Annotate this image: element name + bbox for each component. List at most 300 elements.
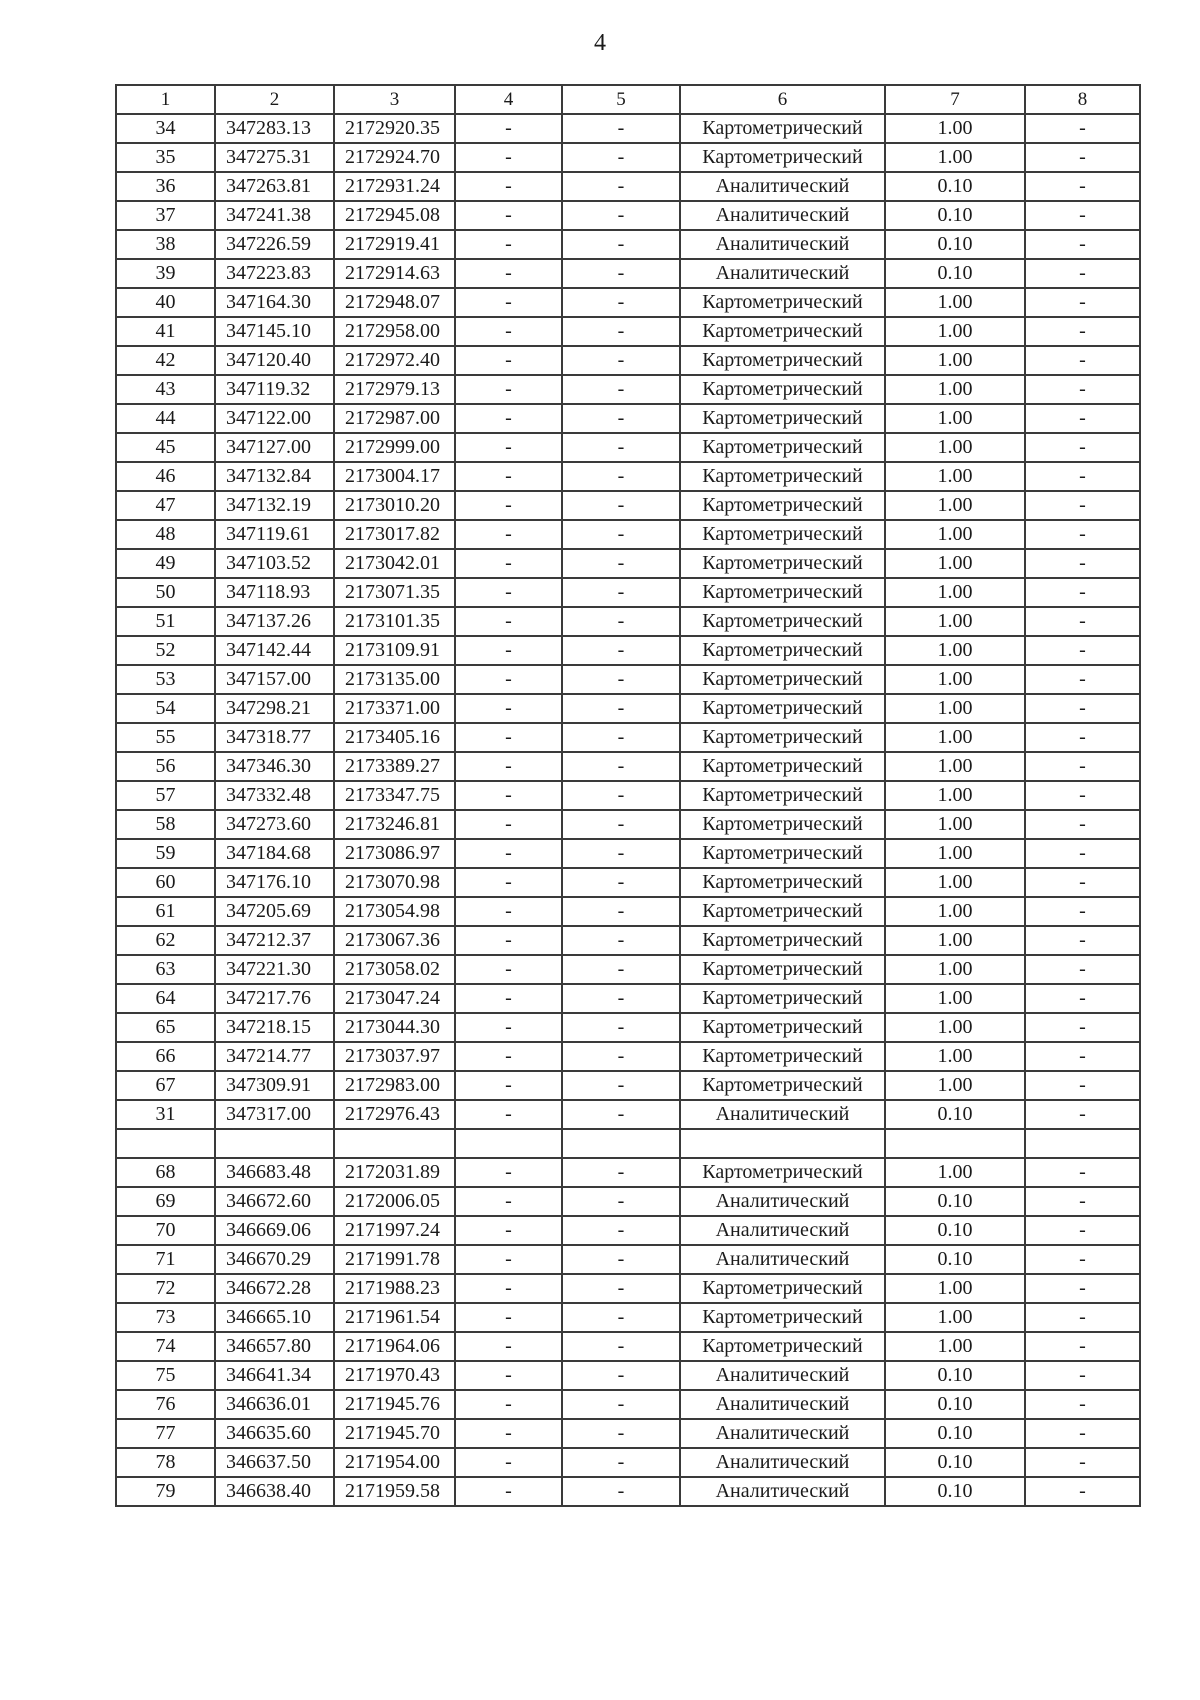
column-8-cell: - <box>1025 1303 1140 1332</box>
method-cell: Картометрический <box>680 114 885 143</box>
column-4-cell: - <box>455 375 562 404</box>
x-coordinate-cell: 346672.28 <box>215 1274 334 1303</box>
table-row <box>116 607 1140 636</box>
accuracy-cell: 1.00 <box>885 433 1025 462</box>
column-header: 8 <box>1025 85 1140 114</box>
column-4-cell: - <box>455 1245 562 1274</box>
method-cell: Картометрический <box>680 810 885 839</box>
y-coordinate-cell: 2173037.97 <box>334 1042 455 1071</box>
column-5-cell: - <box>562 520 680 549</box>
y-coordinate-cell <box>334 1129 455 1158</box>
table-body <box>116 114 1140 1506</box>
point-number-cell: 35 <box>116 143 215 172</box>
y-coordinate-cell: 2173371.00 <box>334 694 455 723</box>
accuracy-cell: 1.00 <box>885 375 1025 404</box>
column-4-cell: - <box>455 462 562 491</box>
column-4-cell: - <box>455 1448 562 1477</box>
accuracy-cell: 1.00 <box>885 1332 1025 1361</box>
table-row <box>116 694 1140 723</box>
column-5-cell: - <box>562 607 680 636</box>
point-number-cell: 76 <box>116 1390 215 1419</box>
method-cell: Картометрический <box>680 143 885 172</box>
y-coordinate-cell: 2173246.81 <box>334 810 455 839</box>
column-4-cell: - <box>455 723 562 752</box>
column-8-cell: - <box>1025 317 1140 346</box>
y-coordinate-cell: 2171945.76 <box>334 1390 455 1419</box>
column-8-cell: - <box>1025 1477 1140 1506</box>
x-coordinate-cell: 347317.00 <box>215 1100 334 1129</box>
column-8-cell: - <box>1025 636 1140 665</box>
accuracy-cell: 0.10 <box>885 1390 1025 1419</box>
point-number-cell <box>116 1129 215 1158</box>
y-coordinate-cell: 2173101.35 <box>334 607 455 636</box>
table-row <box>116 462 1140 491</box>
accuracy-cell <box>885 1129 1025 1158</box>
column-5-cell: - <box>562 375 680 404</box>
point-number-cell: 71 <box>116 1245 215 1274</box>
column-4-cell: - <box>455 1361 562 1390</box>
y-coordinate-cell: 2173071.35 <box>334 578 455 607</box>
column-4-cell: - <box>455 433 562 462</box>
x-coordinate-cell <box>215 1129 334 1158</box>
method-cell: Аналитический <box>680 201 885 230</box>
y-coordinate-cell: 2173058.02 <box>334 955 455 984</box>
table-row <box>116 1448 1140 1477</box>
column-8-cell: - <box>1025 230 1140 259</box>
column-header: 6 <box>680 85 885 114</box>
method-cell: Картометрический <box>680 288 885 317</box>
y-coordinate-cell: 2173010.20 <box>334 491 455 520</box>
point-number-cell: 43 <box>116 375 215 404</box>
table-row <box>116 317 1140 346</box>
column-4-cell: - <box>455 781 562 810</box>
point-number-cell: 38 <box>116 230 215 259</box>
x-coordinate-cell: 346641.34 <box>215 1361 334 1390</box>
accuracy-cell: 0.10 <box>885 1245 1025 1274</box>
column-4-cell: - <box>455 288 562 317</box>
y-coordinate-cell: 2173109.91 <box>334 636 455 665</box>
y-coordinate-cell: 2172958.00 <box>334 317 455 346</box>
column-5-cell: - <box>562 665 680 694</box>
y-coordinate-cell: 2172979.13 <box>334 375 455 404</box>
column-8-cell: - <box>1025 810 1140 839</box>
column-4-cell: - <box>455 114 562 143</box>
point-number-cell: 45 <box>116 433 215 462</box>
y-coordinate-cell: 2172948.07 <box>334 288 455 317</box>
table-row <box>116 1390 1140 1419</box>
column-5-cell: - <box>562 752 680 781</box>
accuracy-cell: 1.00 <box>885 781 1025 810</box>
accuracy-cell: 0.10 <box>885 1419 1025 1448</box>
accuracy-cell: 1.00 <box>885 955 1025 984</box>
method-cell: Картометрический <box>680 897 885 926</box>
column-4-cell: - <box>455 259 562 288</box>
column-5-cell: - <box>562 781 680 810</box>
y-coordinate-cell: 2172924.70 <box>334 143 455 172</box>
y-coordinate-cell: 2172914.63 <box>334 259 455 288</box>
column-4-cell: - <box>455 549 562 578</box>
x-coordinate-cell: 346672.60 <box>215 1187 334 1216</box>
method-cell: Картометрический <box>680 781 885 810</box>
point-number-cell: 66 <box>116 1042 215 1071</box>
y-coordinate-cell: 2172945.08 <box>334 201 455 230</box>
column-8-cell: - <box>1025 201 1140 230</box>
table-row <box>116 1274 1140 1303</box>
point-number-cell: 78 <box>116 1448 215 1477</box>
point-number-cell: 51 <box>116 607 215 636</box>
column-8-cell: - <box>1025 1158 1140 1187</box>
method-cell: Картометрический <box>680 375 885 404</box>
column-5-cell: - <box>562 926 680 955</box>
column-4-cell: - <box>455 230 562 259</box>
y-coordinate-cell: 2173389.27 <box>334 752 455 781</box>
column-5-cell: - <box>562 433 680 462</box>
column-5-cell: - <box>562 172 680 201</box>
table-row <box>116 172 1140 201</box>
accuracy-cell: 0.10 <box>885 1100 1025 1129</box>
point-number-cell: 67 <box>116 1071 215 1100</box>
x-coordinate-cell: 347132.84 <box>215 462 334 491</box>
column-4-cell: - <box>455 1477 562 1506</box>
accuracy-cell: 1.00 <box>885 578 1025 607</box>
method-cell: Аналитический <box>680 1419 885 1448</box>
accuracy-cell: 1.00 <box>885 665 1025 694</box>
column-5-cell: - <box>562 1419 680 1448</box>
column-5-cell: - <box>562 1187 680 1216</box>
table-row <box>116 723 1140 752</box>
x-coordinate-cell: 347217.76 <box>215 984 334 1013</box>
table-row <box>116 375 1140 404</box>
x-coordinate-cell: 347118.93 <box>215 578 334 607</box>
column-4-cell: - <box>455 1390 562 1419</box>
x-coordinate-cell: 347120.40 <box>215 346 334 375</box>
column-5-cell: - <box>562 317 680 346</box>
table-row <box>116 1245 1140 1274</box>
column-4-cell: - <box>455 955 562 984</box>
column-5-cell: - <box>562 1100 680 1129</box>
table-row <box>116 114 1140 143</box>
column-4-cell: - <box>455 317 562 346</box>
x-coordinate-cell: 346638.40 <box>215 1477 334 1506</box>
point-number-cell: 37 <box>116 201 215 230</box>
table-row <box>116 1100 1140 1129</box>
column-4-cell: - <box>455 1042 562 1071</box>
method-cell: Аналитический <box>680 259 885 288</box>
column-4-cell: - <box>455 926 562 955</box>
column-8-cell: - <box>1025 955 1140 984</box>
x-coordinate-cell: 347346.30 <box>215 752 334 781</box>
y-coordinate-cell: 2172972.40 <box>334 346 455 375</box>
y-coordinate-cell: 2173044.30 <box>334 1013 455 1042</box>
method-cell: Аналитический <box>680 1448 885 1477</box>
column-5-cell: - <box>562 1042 680 1071</box>
column-header: 2 <box>215 85 334 114</box>
accuracy-cell: 1.00 <box>885 723 1025 752</box>
column-8-cell: - <box>1025 433 1140 462</box>
x-coordinate-cell: 347103.52 <box>215 549 334 578</box>
column-4-cell: - <box>455 1274 562 1303</box>
column-4-cell: - <box>455 1071 562 1100</box>
x-coordinate-cell: 347332.48 <box>215 781 334 810</box>
method-cell: Картометрический <box>680 1303 885 1332</box>
column-4-cell: - <box>455 1303 562 1332</box>
column-5-cell: - <box>562 897 680 926</box>
point-number-cell: 50 <box>116 578 215 607</box>
table-row <box>116 897 1140 926</box>
x-coordinate-cell: 347205.69 <box>215 897 334 926</box>
accuracy-cell: 1.00 <box>885 926 1025 955</box>
column-4-cell: - <box>455 897 562 926</box>
point-number-cell: 70 <box>116 1216 215 1245</box>
column-5-cell: - <box>562 1216 680 1245</box>
column-8-cell: - <box>1025 1390 1140 1419</box>
method-cell: Аналитический <box>680 1187 885 1216</box>
table-row <box>116 404 1140 433</box>
column-5-cell: - <box>562 1390 680 1419</box>
column-header: 5 <box>562 85 680 114</box>
y-coordinate-cell: 2173135.00 <box>334 665 455 694</box>
column-8-cell: - <box>1025 752 1140 781</box>
point-number-cell: 75 <box>116 1361 215 1390</box>
column-4-cell: - <box>455 578 562 607</box>
column-8-cell: - <box>1025 926 1140 955</box>
accuracy-cell: 1.00 <box>885 694 1025 723</box>
column-header: 3 <box>334 85 455 114</box>
coordinates-table <box>115 84 1141 1507</box>
method-cell: Картометрический <box>680 1071 885 1100</box>
method-cell: Аналитический <box>680 1477 885 1506</box>
column-5-cell: - <box>562 114 680 143</box>
column-5-cell: - <box>562 288 680 317</box>
column-4-cell: - <box>455 143 562 172</box>
method-cell: Картометрический <box>680 549 885 578</box>
table-row <box>116 201 1140 230</box>
table-row <box>116 781 1140 810</box>
table-row <box>116 839 1140 868</box>
column-8-cell: - <box>1025 375 1140 404</box>
x-coordinate-cell: 347145.10 <box>215 317 334 346</box>
x-coordinate-cell: 346683.48 <box>215 1158 334 1187</box>
method-cell: Картометрический <box>680 462 885 491</box>
point-number-cell: 57 <box>116 781 215 810</box>
table-row <box>116 1158 1140 1187</box>
point-number-cell: 59 <box>116 839 215 868</box>
column-4-cell: - <box>455 1013 562 1042</box>
method-cell: Картометрический <box>680 665 885 694</box>
table-row <box>116 520 1140 549</box>
column-5-cell: - <box>562 1013 680 1042</box>
accuracy-cell: 0.10 <box>885 1216 1025 1245</box>
y-coordinate-cell: 2173086.97 <box>334 839 455 868</box>
method-cell: Аналитический <box>680 1100 885 1129</box>
column-5-cell: - <box>562 491 680 520</box>
column-8-cell: - <box>1025 897 1140 926</box>
column-4-cell: - <box>455 491 562 520</box>
y-coordinate-cell: 2171970.43 <box>334 1361 455 1390</box>
method-cell: Аналитический <box>680 1245 885 1274</box>
column-8-cell: - <box>1025 1071 1140 1100</box>
method-cell: Картометрический <box>680 955 885 984</box>
column-8-cell: - <box>1025 404 1140 433</box>
accuracy-cell: 0.10 <box>885 1477 1025 1506</box>
accuracy-cell: 1.00 <box>885 1303 1025 1332</box>
table-row <box>116 433 1140 462</box>
column-header: 1 <box>116 85 215 114</box>
y-coordinate-cell: 2173042.01 <box>334 549 455 578</box>
table-header-row <box>116 85 1140 114</box>
point-number-cell: 65 <box>116 1013 215 1042</box>
column-4-cell <box>455 1129 562 1158</box>
column-5-cell: - <box>562 1448 680 1477</box>
table-row <box>116 868 1140 897</box>
column-8-cell: - <box>1025 1332 1140 1361</box>
column-8-cell: - <box>1025 1042 1140 1071</box>
column-5-cell: - <box>562 1303 680 1332</box>
x-coordinate-cell: 347273.60 <box>215 810 334 839</box>
method-cell: Картометрический <box>680 1042 885 1071</box>
point-number-cell: 73 <box>116 1303 215 1332</box>
y-coordinate-cell: 2172919.41 <box>334 230 455 259</box>
table-row <box>116 1361 1140 1390</box>
column-8-cell: - <box>1025 520 1140 549</box>
column-8-cell: - <box>1025 1245 1140 1274</box>
column-8-cell: - <box>1025 1216 1140 1245</box>
column-header: 7 <box>885 85 1025 114</box>
column-4-cell: - <box>455 172 562 201</box>
column-8-cell: - <box>1025 868 1140 897</box>
point-number-cell: 61 <box>116 897 215 926</box>
point-number-cell: 68 <box>116 1158 215 1187</box>
accuracy-cell: 1.00 <box>885 520 1025 549</box>
point-number-cell: 49 <box>116 549 215 578</box>
column-5-cell <box>562 1129 680 1158</box>
table-row <box>116 1216 1140 1245</box>
table-row <box>116 1419 1140 1448</box>
table-row <box>116 259 1140 288</box>
method-cell: Картометрический <box>680 491 885 520</box>
method-cell: Картометрический <box>680 868 885 897</box>
point-number-cell: 53 <box>116 665 215 694</box>
accuracy-cell: 1.00 <box>885 114 1025 143</box>
accuracy-cell: 1.00 <box>885 1158 1025 1187</box>
column-5-cell: - <box>562 462 680 491</box>
column-5-cell: - <box>562 1071 680 1100</box>
accuracy-cell: 0.10 <box>885 1448 1025 1477</box>
point-number-cell: 46 <box>116 462 215 491</box>
column-4-cell: - <box>455 694 562 723</box>
accuracy-cell: 1.00 <box>885 1071 1025 1100</box>
accuracy-cell: 1.00 <box>885 288 1025 317</box>
point-number-cell: 63 <box>116 955 215 984</box>
method-cell: Картометрический <box>680 694 885 723</box>
y-coordinate-cell: 2172999.00 <box>334 433 455 462</box>
accuracy-cell: 0.10 <box>885 230 1025 259</box>
y-coordinate-cell: 2172931.24 <box>334 172 455 201</box>
x-coordinate-cell: 347263.81 <box>215 172 334 201</box>
column-8-cell: - <box>1025 1100 1140 1129</box>
accuracy-cell: 1.00 <box>885 868 1025 897</box>
column-8-cell: - <box>1025 1419 1140 1448</box>
x-coordinate-cell: 347127.00 <box>215 433 334 462</box>
column-8-cell: - <box>1025 607 1140 636</box>
accuracy-cell: 1.00 <box>885 346 1025 375</box>
accuracy-cell: 1.00 <box>885 462 1025 491</box>
point-number-cell: 55 <box>116 723 215 752</box>
accuracy-cell: 1.00 <box>885 984 1025 1013</box>
x-coordinate-cell: 347318.77 <box>215 723 334 752</box>
method-cell: Картометрический <box>680 1332 885 1361</box>
x-coordinate-cell: 346669.06 <box>215 1216 334 1245</box>
y-coordinate-cell: 2171954.00 <box>334 1448 455 1477</box>
accuracy-cell: 1.00 <box>885 810 1025 839</box>
table-row <box>116 636 1140 665</box>
method-cell: Картометрический <box>680 578 885 607</box>
point-number-cell: 34 <box>116 114 215 143</box>
column-5-cell: - <box>562 955 680 984</box>
column-8-cell: - <box>1025 1013 1140 1042</box>
x-coordinate-cell: 346636.01 <box>215 1390 334 1419</box>
column-8-cell: - <box>1025 984 1140 1013</box>
x-coordinate-cell: 347298.21 <box>215 694 334 723</box>
x-coordinate-cell: 346635.60 <box>215 1419 334 1448</box>
point-number-cell: 48 <box>116 520 215 549</box>
method-cell: Картометрический <box>680 1158 885 1187</box>
x-coordinate-cell: 347119.61 <box>215 520 334 549</box>
table-row <box>116 1303 1140 1332</box>
column-5-cell: - <box>562 1361 680 1390</box>
column-8-cell <box>1025 1129 1140 1158</box>
method-cell: Картометрический <box>680 404 885 433</box>
column-4-cell: - <box>455 810 562 839</box>
table-row <box>116 1013 1140 1042</box>
accuracy-cell: 1.00 <box>885 1042 1025 1071</box>
table-row <box>116 926 1140 955</box>
table-row <box>116 578 1140 607</box>
column-5-cell: - <box>562 868 680 897</box>
column-5-cell: - <box>562 346 680 375</box>
method-cell <box>680 1129 885 1158</box>
x-coordinate-cell: 347176.10 <box>215 868 334 897</box>
table-row <box>116 665 1140 694</box>
column-5-cell: - <box>562 723 680 752</box>
y-coordinate-cell: 2173405.16 <box>334 723 455 752</box>
x-coordinate-cell: 347157.00 <box>215 665 334 694</box>
y-coordinate-cell: 2173004.17 <box>334 462 455 491</box>
y-coordinate-cell: 2172983.00 <box>334 1071 455 1100</box>
y-coordinate-cell: 2171991.78 <box>334 1245 455 1274</box>
method-cell: Картометрический <box>680 607 885 636</box>
x-coordinate-cell: 347283.13 <box>215 114 334 143</box>
accuracy-cell: 0.10 <box>885 1361 1025 1390</box>
accuracy-cell: 1.00 <box>885 549 1025 578</box>
point-number-cell: 64 <box>116 984 215 1013</box>
method-cell: Картометрический <box>680 752 885 781</box>
point-number-cell: 41 <box>116 317 215 346</box>
table-row <box>116 810 1140 839</box>
column-5-cell: - <box>562 984 680 1013</box>
point-number-cell: 69 <box>116 1187 215 1216</box>
column-5-cell: - <box>562 810 680 839</box>
column-4-cell: - <box>455 1419 562 1448</box>
column-4-cell: - <box>455 1158 562 1187</box>
method-cell: Картометрический <box>680 317 885 346</box>
column-8-cell: - <box>1025 665 1140 694</box>
x-coordinate-cell: 347309.91 <box>215 1071 334 1100</box>
method-cell: Аналитический <box>680 1361 885 1390</box>
column-4-cell: - <box>455 607 562 636</box>
column-4-cell: - <box>455 1216 562 1245</box>
point-number-cell: 74 <box>116 1332 215 1361</box>
